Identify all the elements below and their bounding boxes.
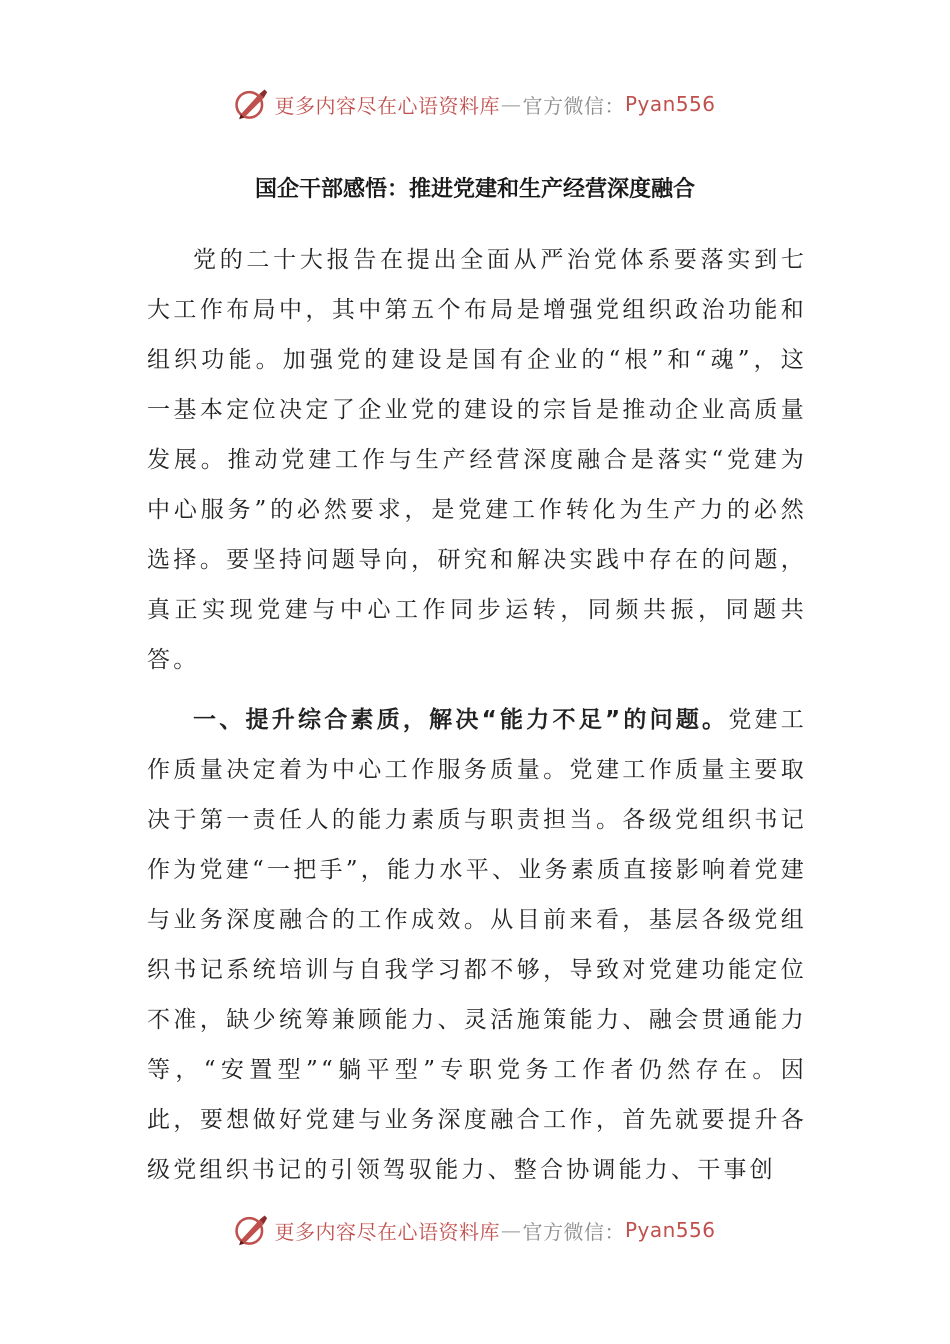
banner-slogan: 更多内容尽在心语资料库: [274, 1219, 500, 1244]
section-1-heading: 一、提升综合素质，解决“能力不足”的问题。: [193, 707, 729, 733]
banner-slogan: 更多内容尽在心语资料库: [274, 93, 500, 118]
document-title: 国企干部感悟：推进党建和生产经营深度融合: [254, 177, 695, 202]
banner-wechat-id: Pyan556: [624, 1218, 716, 1242]
paragraph-intro: 党的二十大报告在提出全面从严治党体系要落实到七大工作布局中，其中第五个布局是增强党组织政治功能和组织功能。加强党的建设是国有企业的“根”和“魂”，这一基本定位决定了企业党的建设的宗旨是推动企业高质量发展。推动党建工作与生产经营深度融合是落实“党建为中心服务”的必然要求，是党建工作转化为生产力的必然选择。要坚持问题导向，研究和解决实践中存在的问题，真正实现党建与中心工作同步运转，同频共振，同题共答。: [147, 247, 807, 673]
banner-dash: —: [500, 92, 522, 116]
pen-logo-icon: [234, 87, 268, 121]
pen-logo-icon: [234, 1213, 268, 1247]
paragraph-section-1: [147, 695, 807, 1195]
banner-wechat-id: Pyan556: [624, 92, 716, 116]
banner-dash: —: [500, 1218, 522, 1242]
document-body: [147, 235, 807, 1195]
header-banner: [0, 84, 950, 124]
banner-label: 官方微信：: [522, 93, 625, 118]
section-1-text: 党建工作质量决定着为中心工作服务质量。党建工作质量主要取决于第一责任人的能力素质与职责担当。各级党组织书记作为党建“一把手”，能力水平、业务素质直接影响着党建与业务深度融合的工作成效。从目前来看，基层各级党组织书记系统培训与自我学习都不够，导致对党建功能定位不准，缺少统筹兼顾能力、灵活施策能力、融会贯通能力等，“安置型”“躺平型”专职党务工作者仍然存在。因此，要想做好党建与业务深度融合工作，首先就要提升各级党组织书记的引领驾驭能力、整合协调能力、干事创: [147, 707, 807, 1183]
footer-banner: [0, 1210, 950, 1250]
banner-label: 官方微信：: [522, 1219, 625, 1244]
